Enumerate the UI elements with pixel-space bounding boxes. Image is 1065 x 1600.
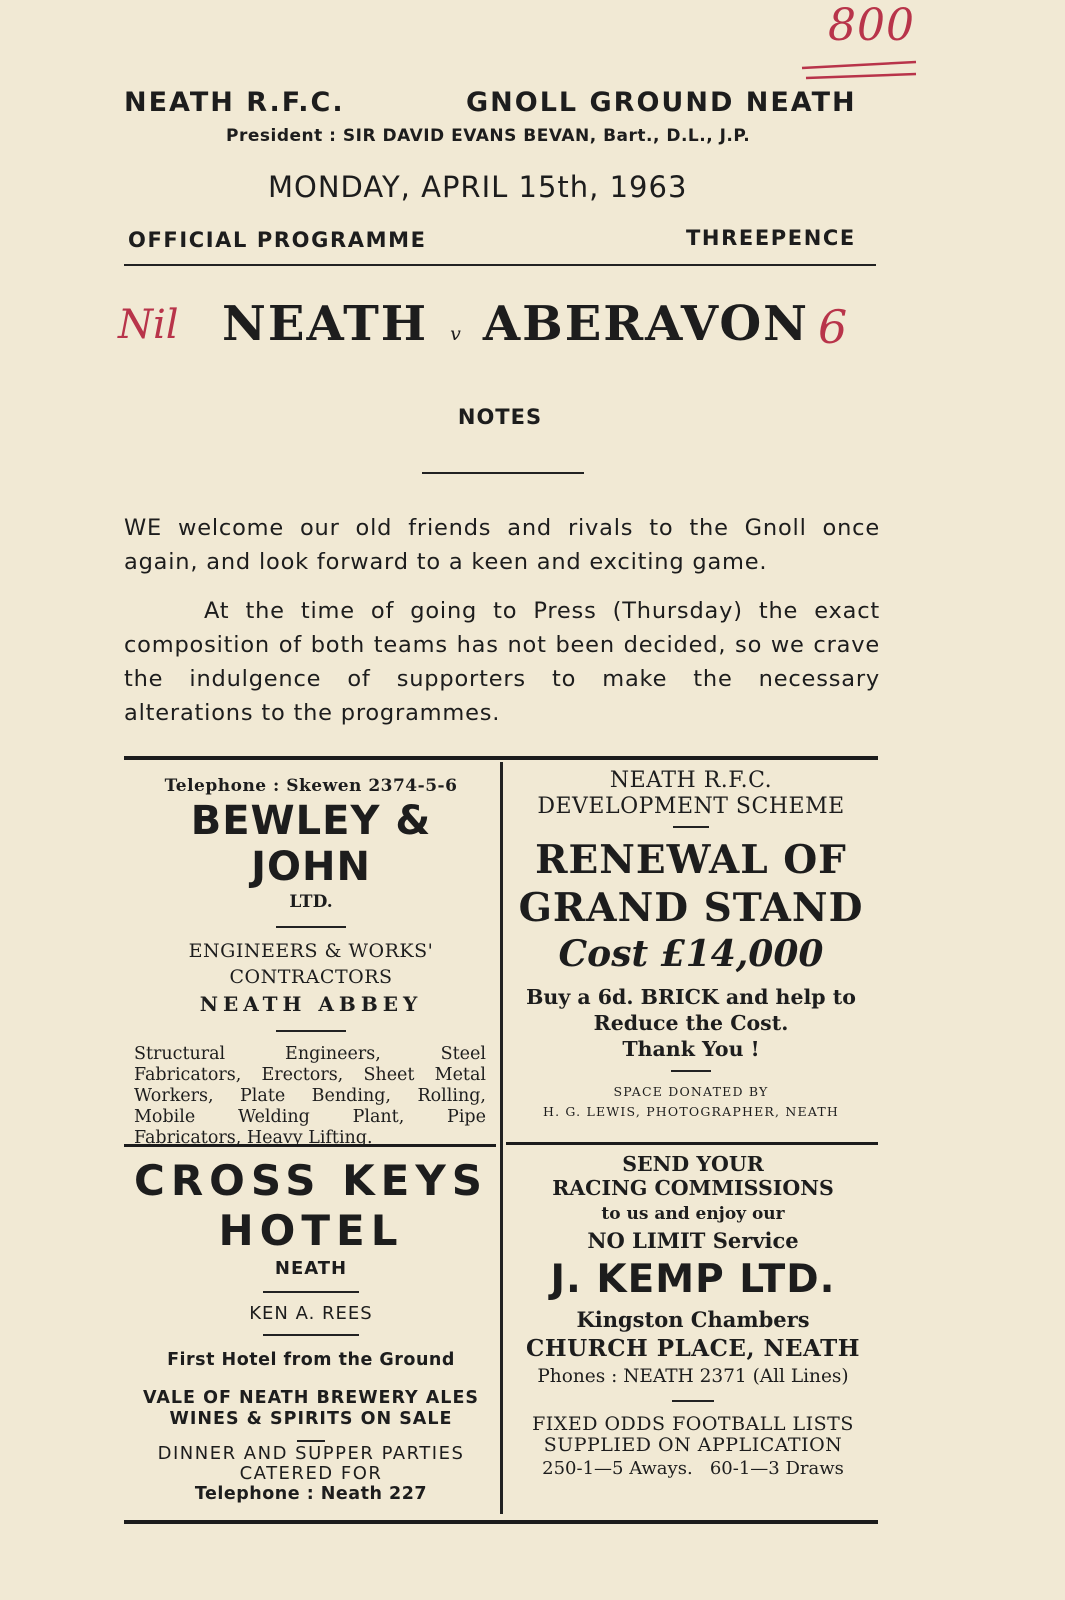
cross-keys-divider-2 xyxy=(263,1334,359,1336)
kemp-send-2: RACING COMMISSIONS xyxy=(552,1176,834,1200)
notes-divider xyxy=(422,472,584,474)
cross-keys-telephone: Telephone : Neath 227 xyxy=(194,1484,428,1504)
dev-donated: SPACE DONATED BY xyxy=(613,1084,769,1099)
cross-keys-name-2: HOTEL xyxy=(218,1206,404,1255)
dev-buy-line-1: Buy a 6d. BRICK and help to xyxy=(526,985,856,1009)
ads-top-rule xyxy=(124,756,878,760)
bewley-location: NEATH ABBEY xyxy=(199,992,423,1016)
cross-keys-name-1: CROSS KEYS xyxy=(134,1156,488,1205)
dev-divider-2 xyxy=(671,1070,711,1072)
dev-line-2: DEVELOPMENT SCHEME xyxy=(537,794,845,819)
handwritten-underline xyxy=(800,58,918,82)
kemp-address-2: CHURCH PLACE, NEATH xyxy=(526,1335,860,1362)
cross-keys-divider-1 xyxy=(263,1291,359,1293)
bewley-john-advert xyxy=(126,776,496,1149)
kemp-company-name: J. KEMP LTD. xyxy=(550,1257,836,1302)
bewley-divider-1 xyxy=(276,926,346,928)
notes-heading: NOTES xyxy=(457,405,543,429)
handwritten-home-score: Nil xyxy=(118,302,179,348)
kemp-send-1: SEND YOUR xyxy=(622,1152,764,1176)
notes-paragraph-1: WE welcome our old friends and rivals to the Gnoll once again, and look forward to a keen and exciting game. xyxy=(124,515,880,575)
ads-bottom-rule xyxy=(124,1520,878,1524)
bewley-ltd: LTD. xyxy=(289,892,333,912)
bewley-description: Structural Engineers, Steel Fabricators, Erectors, Sheet Metal Workers, Plate Bending, Rolling, Mobile Welding Plant, Pipe Fabricators, Heavy Lifting. xyxy=(134,1044,486,1148)
cross-keys-proprietor: KEN A. REES xyxy=(249,1303,373,1324)
ads-middle-rule-right xyxy=(506,1142,878,1145)
kemp-service: NO LIMIT Service xyxy=(587,1228,799,1253)
handwritten-away-score: 6 xyxy=(818,300,848,354)
kemp-enjoy: to us and enjoy our xyxy=(601,1204,785,1224)
kemp-address-1: Kingston Chambers xyxy=(576,1307,810,1332)
bewley-line-1: ENGINEERS & WORKS' xyxy=(188,940,434,962)
dev-headline-1: RENEWAL OF xyxy=(535,837,847,883)
kemp-divider xyxy=(672,1400,714,1402)
official-programme-label: OFFICIAL PROGRAMME xyxy=(128,228,427,252)
bewley-line-2: CONTRACTORS xyxy=(229,966,393,988)
fixture-title xyxy=(222,296,810,352)
kemp-fixed-1: FIXED ODDS FOOTBALL LISTS xyxy=(532,1413,854,1435)
versus-label: v xyxy=(450,323,461,345)
away-team: ABERAVON xyxy=(482,296,810,352)
kemp-phones: Phones : NEATH 2371 (All Lines) xyxy=(537,1366,849,1387)
kemp-odds: 250-1—5 Aways. 60-1—3 Draws xyxy=(542,1458,844,1479)
president-line: President : SIR DAVID EVANS BEVAN, Bart., D.L., J.P. xyxy=(226,126,751,146)
kemp-fixed-2: SUPPLIED ON APPLICATION xyxy=(543,1434,843,1456)
ground-name: GNOLL GROUND NEATH xyxy=(466,87,857,118)
development-scheme-advert xyxy=(506,768,876,1122)
programme-price: THREEPENCE xyxy=(686,226,856,250)
handwritten-price: 800 xyxy=(828,0,915,51)
ads-vertical-rule xyxy=(500,762,503,1514)
dev-thanks: Thank You ! xyxy=(622,1037,760,1061)
cross-keys-ales-1: VALE OF NEATH BREWERY ALES xyxy=(142,1388,480,1408)
dev-line-1: NEATH R.F.C. xyxy=(609,768,773,793)
bewley-divider-2 xyxy=(276,1030,346,1032)
cross-keys-town: NEATH xyxy=(274,1258,348,1279)
cross-keys-ales-2: WINES & SPIRITS ON SALE xyxy=(169,1409,453,1429)
header-divider xyxy=(124,264,876,266)
bewley-company-name: BEWLEY & JOHN xyxy=(190,798,432,890)
home-team: NEATH xyxy=(222,296,429,352)
cross-keys-tagline: First Hotel from the Ground xyxy=(167,1350,455,1370)
notes-paragraph-2: At the time of going to Press (Thursday) the exact composition of both teams has not been decided, so we crave the indulgence of supporters to make the necessary alterations to the programmes. xyxy=(124,598,880,726)
cross-keys-dinner-1: DINNER AND SUPPER PARTIES xyxy=(157,1443,465,1464)
dev-cost: Cost £14,000 xyxy=(558,933,824,975)
dev-divider-1 xyxy=(673,826,709,828)
dev-buy-line-2: Reduce the Cost. xyxy=(593,1011,789,1035)
dev-headline-2: GRAND STAND xyxy=(518,885,864,931)
cross-keys-divider-3 xyxy=(297,1440,325,1442)
j-kemp-advert xyxy=(508,1152,878,1482)
match-date: MONDAY, APRIL 15th, 1963 xyxy=(268,170,688,204)
bewley-telephone: Telephone : Skewen 2374-5-6 xyxy=(164,776,458,796)
club-name: NEATH R.F.C. xyxy=(124,87,345,118)
cross-keys-dinner-2: CATERED FOR xyxy=(239,1463,383,1484)
dev-donor: H. G. LEWIS, PHOTOGRAPHER, NEATH xyxy=(542,1104,840,1119)
cross-keys-advert xyxy=(126,1156,496,1504)
